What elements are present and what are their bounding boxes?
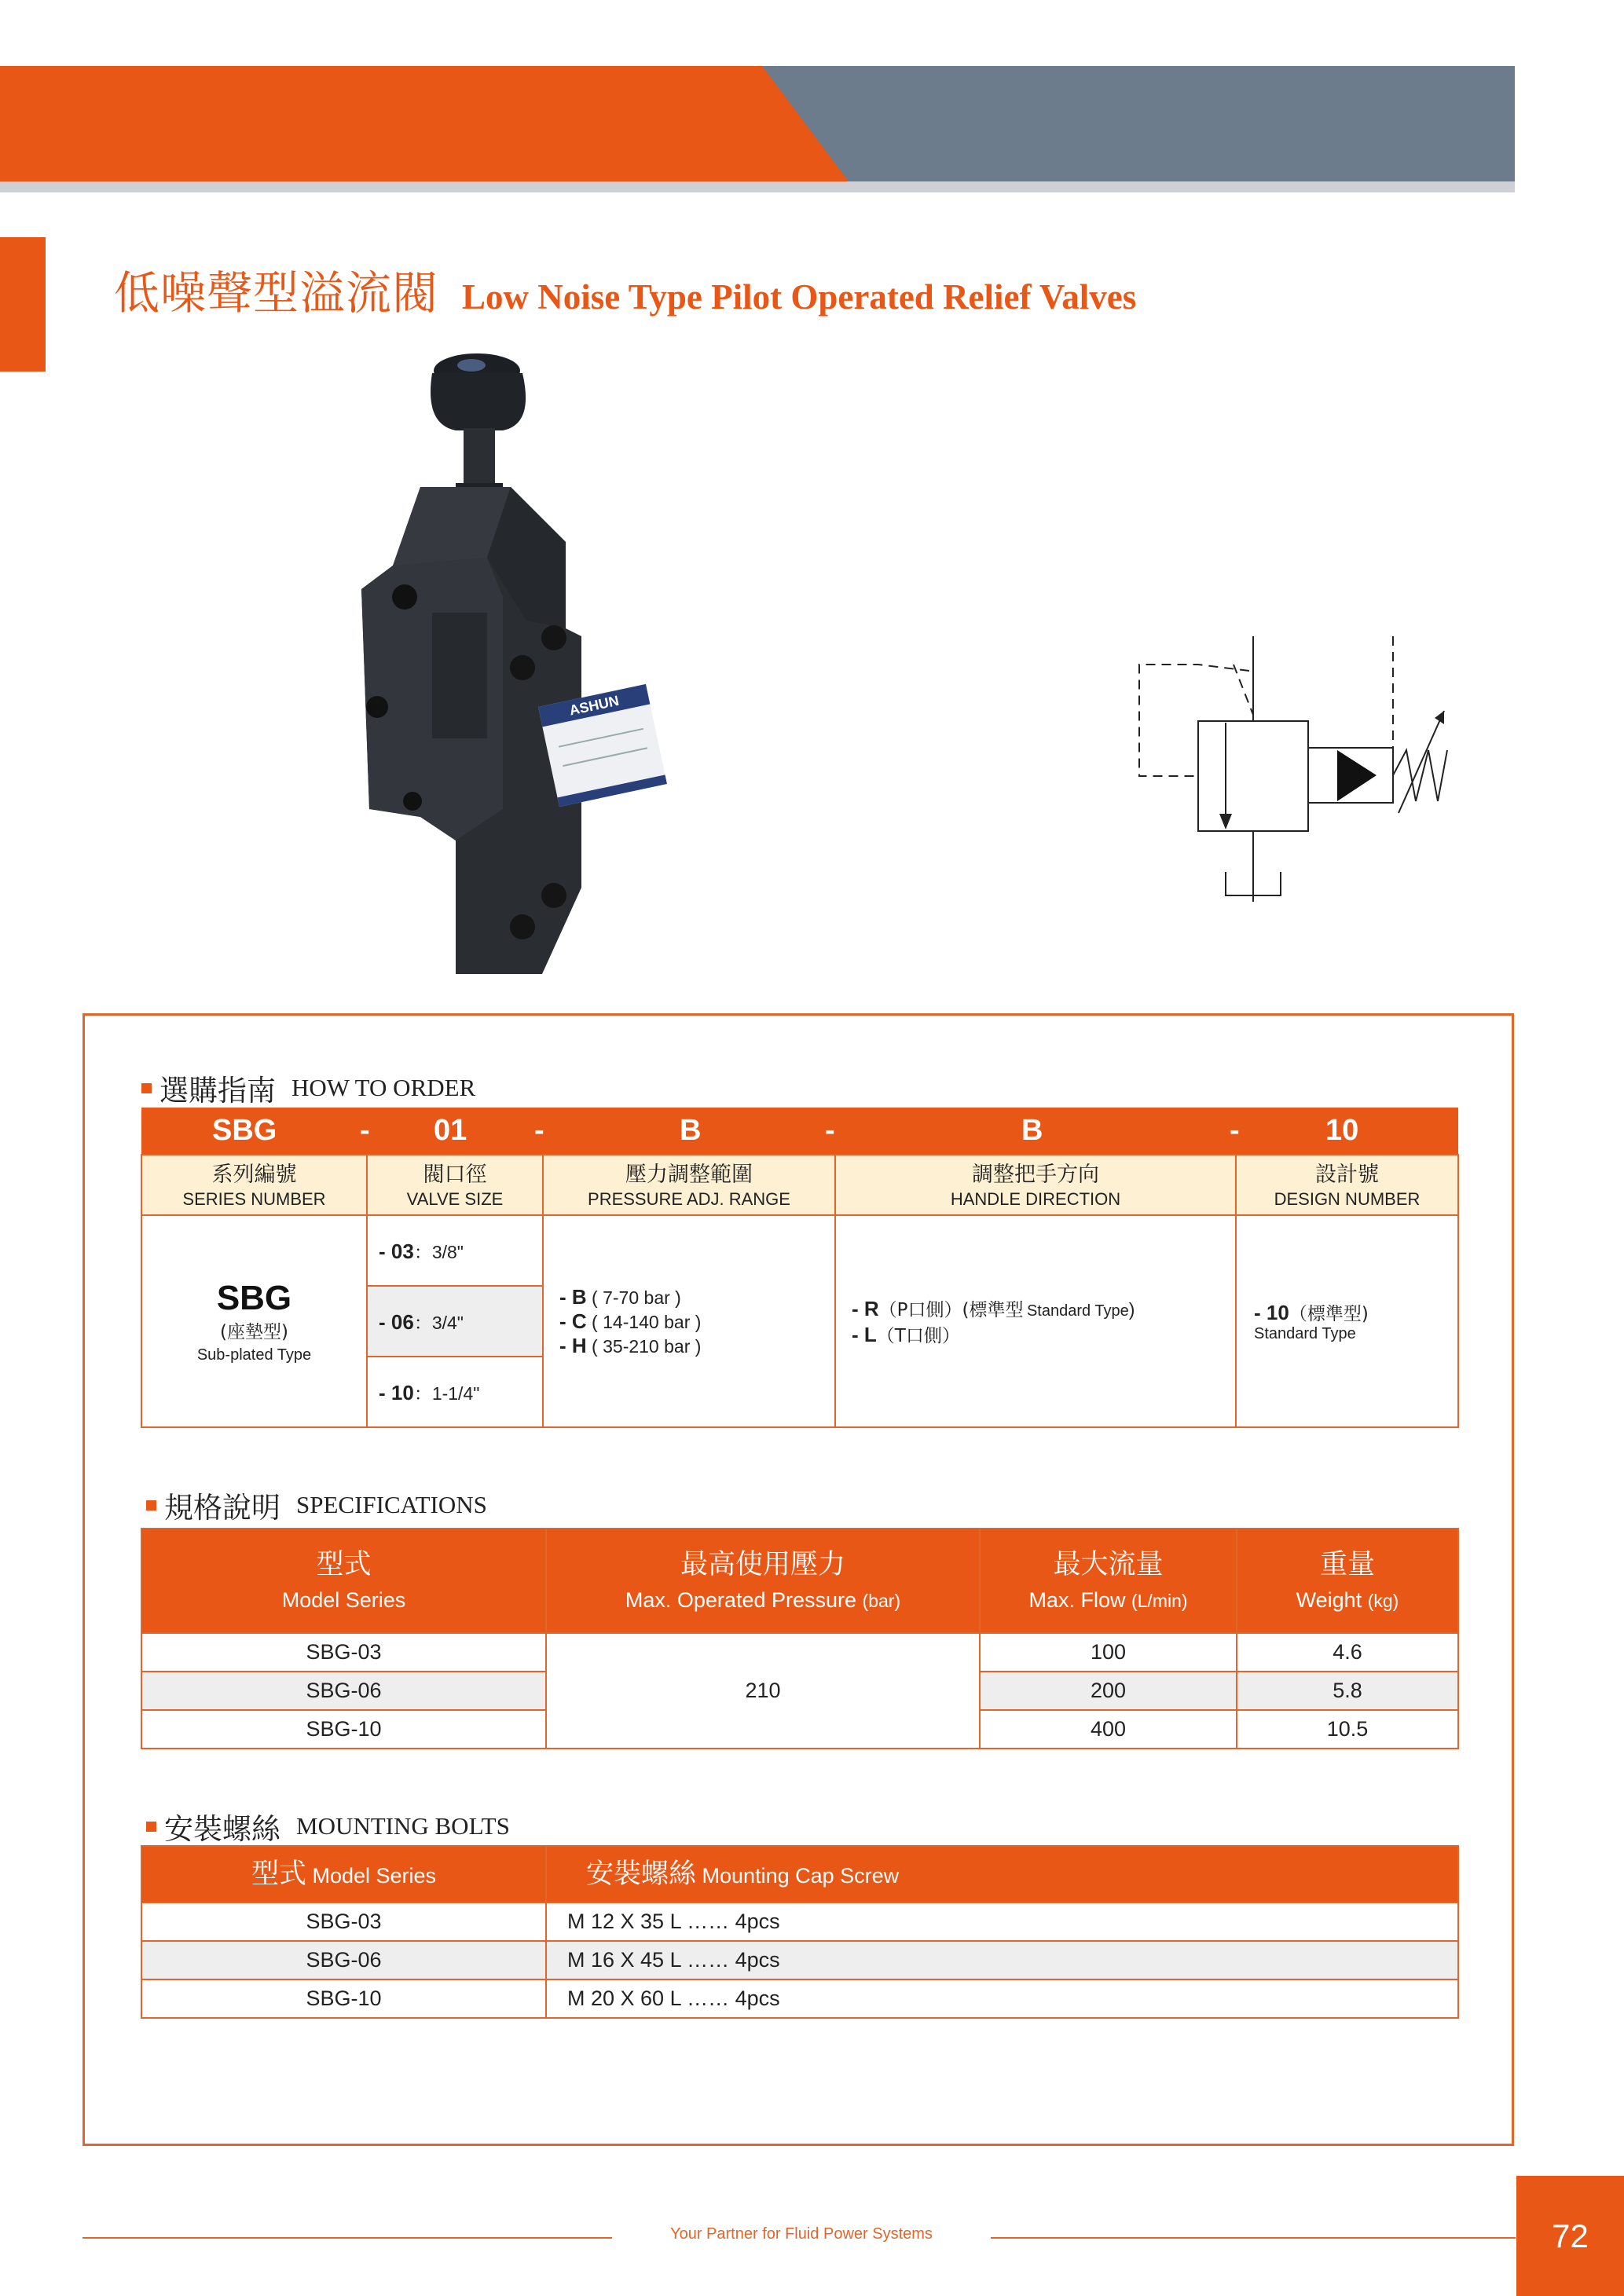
spec-model: SBG-10 <box>141 1710 546 1749</box>
specifications-title-en: SPECIFICATIONS <box>296 1491 487 1518</box>
column-header: 設計號 DESIGN NUMBER <box>1236 1155 1458 1215</box>
port-hole <box>392 584 417 610</box>
knob-stem <box>464 428 495 491</box>
flow-arrow <box>1219 814 1232 829</box>
page-title-zh: 低噪聲型溢流閥 <box>114 266 439 320</box>
mount-model: SBG-03 <box>141 1902 546 1941</box>
page-number: 72 <box>1516 2176 1624 2296</box>
specifications-title-zh: 規格說明 <box>164 1491 280 1525</box>
series-code: SBG <box>216 1278 292 1317</box>
mount-header: 型式 Model Series <box>141 1846 546 1902</box>
spec-header: 最高使用壓力 Max. Operated Pressure (bar) <box>546 1529 980 1633</box>
pilot-cone <box>1337 750 1377 801</box>
size-option: - 03：3/8" <box>367 1215 543 1286</box>
heading-bullet <box>146 1822 156 1832</box>
footer-tagline: Your Partner for Fluid Power Systems <box>670 2225 933 2243</box>
code-pressure: B <box>680 1114 702 1147</box>
spring-symbol <box>1393 750 1447 801</box>
bolt-head <box>541 883 566 908</box>
spec-model: SBG-06 <box>141 1672 546 1710</box>
spec-weight: 4.6 <box>1237 1633 1458 1672</box>
how-to-order-title-zh: 選購指南 <box>159 1074 276 1108</box>
spec-pressure: 210 <box>546 1633 980 1749</box>
specifications-heading <box>146 1484 487 1526</box>
order-column-headers <box>141 1155 1458 1215</box>
brand-label: ASHUN <box>567 692 621 719</box>
mount-screw: M 16 X 45 L …… 4pcs <box>546 1941 1458 1979</box>
mounting-bolts-title-zh: 安裝螺絲 <box>164 1812 280 1846</box>
knob-body <box>431 373 526 430</box>
spec-weight: 10.5 <box>1237 1710 1458 1749</box>
spec-flow: 400 <box>980 1710 1237 1749</box>
footer-rule-right <box>991 2237 1516 2239</box>
specifications-table <box>141 1528 1459 1749</box>
code-handle: B <box>1021 1114 1043 1147</box>
column-header: 調整把手方向 HANDLE DIRECTION <box>835 1155 1236 1215</box>
spec-flow: 200 <box>980 1672 1237 1710</box>
handle-options: - R（P口側）(標準型 Standard Type) - L（T口側） <box>835 1215 1236 1427</box>
top-banner-rule <box>0 181 1515 192</box>
mount-header: 安裝螺絲 Mounting Cap Screw <box>546 1846 1458 1902</box>
spec-header: 型式 Model Series <box>141 1529 546 1633</box>
product-photo <box>346 338 849 990</box>
code-design: 10 <box>1325 1114 1359 1147</box>
spec-header: 重量 Weight (kg) <box>1237 1529 1458 1633</box>
table-row <box>141 1902 1458 1941</box>
spec-model: SBG-03 <box>141 1633 546 1672</box>
code-separator: - <box>825 1114 835 1147</box>
knob-badge <box>457 359 486 372</box>
size-option: - 10：1-1/4" <box>367 1357 543 1427</box>
pressure-options: - B ( 7-70 bar ) - C ( 14-140 bar ) - H ( 35-210 bar ) <box>543 1215 835 1427</box>
table-row <box>141 1979 1458 2018</box>
mount-model: SBG-06 <box>141 1941 546 1979</box>
code-separator: - <box>1230 1114 1240 1147</box>
mount-model: SBG-10 <box>141 1979 546 2018</box>
footer-rule-left <box>82 2237 612 2239</box>
code-series: SBG <box>212 1114 277 1147</box>
code-separator: - <box>360 1114 370 1147</box>
mount-screw: M 12 X 35 L …… 4pcs <box>546 1902 1458 1941</box>
side-tab-marker <box>0 237 46 372</box>
spec-flow: 100 <box>980 1633 1237 1672</box>
mount-screw: M 20 X 60 L …… 4pcs <box>546 1979 1458 2018</box>
code-size: 01 <box>434 1114 467 1147</box>
how-to-order-heading <box>141 1067 475 1109</box>
spec-header: 最大流量 Max. Flow (L/min) <box>980 1529 1237 1633</box>
mounting-bolts-title-en: MOUNTING BOLTS <box>296 1812 510 1840</box>
heading-bullet <box>146 1500 156 1511</box>
how-to-order-title-en: HOW TO ORDER <box>291 1074 476 1101</box>
order-code-row <box>141 1108 1458 1155</box>
mounting-bolts-table <box>141 1845 1459 2019</box>
series-cell <box>141 1215 367 1427</box>
bolt-head <box>510 914 535 939</box>
column-header: 系列編號 SERIES NUMBER <box>141 1155 367 1215</box>
port-hole <box>366 696 388 718</box>
spec-weight: 5.8 <box>1237 1672 1458 1710</box>
bolt-head <box>510 655 535 680</box>
size-option: - 06：3/4" <box>367 1286 543 1357</box>
page-title <box>114 256 1136 319</box>
top-banner-orange <box>0 66 849 181</box>
table-row <box>141 1633 1458 1672</box>
valve-envelope <box>1198 721 1308 831</box>
series-type-en: Sub-plated Type <box>196 1346 312 1364</box>
port-hole <box>403 792 422 811</box>
spec-header-row <box>141 1529 1458 1633</box>
column-header: 壓力調整範圍 PRESSURE ADJ. RANGE <box>543 1155 835 1215</box>
order-code-table <box>141 1108 1459 1428</box>
page-title-en: Low Noise Type Pilot Operated Relief Valves <box>462 277 1137 317</box>
column-header: 閥口徑 VALVE SIZE <box>367 1155 543 1215</box>
hydraulic-symbol <box>1131 636 1461 903</box>
table-row <box>141 1941 1458 1979</box>
mounting-bolts-heading <box>146 1805 510 1847</box>
code-separator: - <box>534 1114 544 1147</box>
mount-header-row <box>141 1846 1458 1902</box>
design-option: - 10（標準型) Standard Type <box>1236 1215 1458 1427</box>
heading-bullet <box>141 1083 152 1093</box>
bolt-head <box>541 625 566 650</box>
series-type-zh: (座墊型) <box>220 1321 288 1342</box>
